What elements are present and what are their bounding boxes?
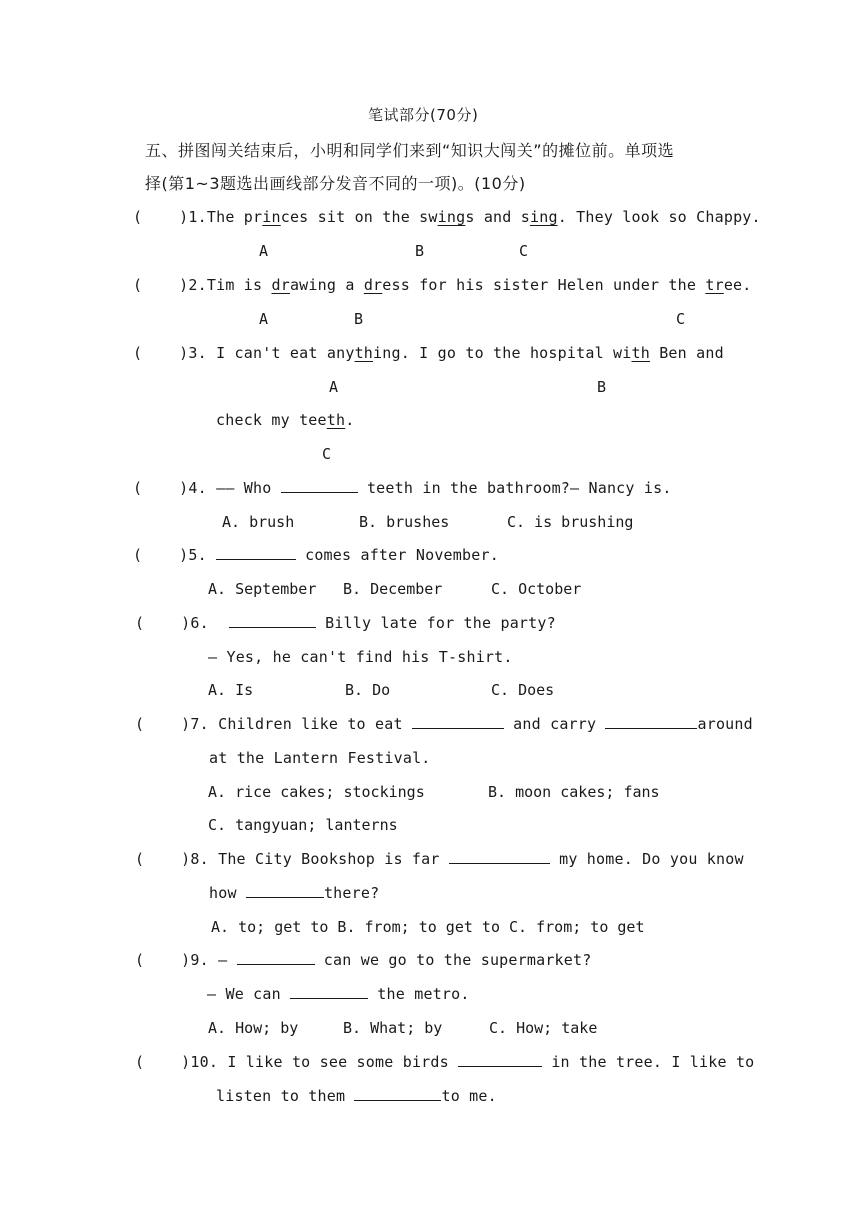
question-8: ( )8. The City Bookshop is far my home. Do you know xyxy=(135,850,744,868)
option-a: A. brush xyxy=(222,513,295,531)
answer-blank[interactable] xyxy=(458,1052,542,1067)
answer-blank-2[interactable] xyxy=(246,883,324,898)
label-b: B xyxy=(597,378,607,396)
option-b: B. brushes xyxy=(359,513,450,531)
answer-blank[interactable] xyxy=(237,950,315,965)
label-b: B xyxy=(354,310,364,328)
underlined-a: in xyxy=(262,208,281,226)
label-b: B xyxy=(415,242,425,260)
answer-blank-2[interactable] xyxy=(354,1086,441,1101)
answer-paren[interactable]: ( ) xyxy=(135,1053,191,1071)
question-9: ( )9. — can we go to the supermarket? xyxy=(135,951,592,969)
underlined-b: dr xyxy=(363,276,383,294)
answer-blank-2[interactable] xyxy=(605,714,697,729)
question-7: ( )7. Children like to eat and carry around xyxy=(135,715,753,733)
answer-blank[interactable] xyxy=(216,545,296,560)
label-c: C xyxy=(519,242,529,260)
underlined-b: ing xyxy=(437,208,466,226)
underlined-a: th xyxy=(354,344,374,362)
underlined-a: dr xyxy=(271,276,290,294)
label-a: A xyxy=(329,378,339,396)
question-10-continued: listen to them to me. xyxy=(216,1087,497,1105)
label-a: A xyxy=(259,310,269,328)
section-instruction-line1: 五、拼图闯关结束后，小明和同学们来到“知识大闯关”的摊位前。单项选 xyxy=(145,141,675,160)
question-10: ( )10. I like to see some birds in the tree. I like to xyxy=(135,1053,755,1071)
answer-paren[interactable]: ( ) xyxy=(133,479,189,497)
option-a: A. rice cakes; stockings xyxy=(208,783,425,801)
page-title: 笔试部分(70分) xyxy=(368,106,479,124)
option-b: B. moon cakes; fans xyxy=(488,783,660,801)
option-c: C. October xyxy=(491,580,582,598)
option-c: C. is brushing xyxy=(507,513,634,531)
question-5: ( )5. comes after November. xyxy=(133,546,499,564)
option-a: A. September xyxy=(208,580,317,598)
answer-blank[interactable] xyxy=(229,613,316,628)
underlined-b: th xyxy=(631,344,650,362)
underlined-c: th xyxy=(326,411,346,429)
option-b: B. What; by xyxy=(343,1019,443,1037)
label-c: C xyxy=(322,445,332,463)
answer-paren[interactable]: ( ) xyxy=(135,614,191,632)
option-b: B. December xyxy=(343,580,443,598)
question-1: ( )1.The princes sit on the swings and sing. They look so Chappy. xyxy=(133,208,761,226)
answer-paren[interactable]: ( ) xyxy=(133,276,189,294)
question-9-reply: — We can the metro. xyxy=(207,985,470,1003)
section-instruction-line2: 择(第1~3题选出画线部分发音不同的一项)。(10分) xyxy=(145,174,526,193)
question-8-continued: how there? xyxy=(209,884,380,902)
label-c: C xyxy=(676,310,686,328)
question-6: ( )6. Billy late for the party? xyxy=(135,614,556,632)
answer-blank-1[interactable] xyxy=(412,714,504,729)
answer-blank[interactable] xyxy=(449,849,550,864)
question-7-continued: at the Lantern Festival. xyxy=(209,749,431,767)
answer-blank[interactable] xyxy=(281,478,358,493)
option-c: C. How; take xyxy=(489,1019,598,1037)
answer-paren[interactable]: ( ) xyxy=(135,850,191,868)
option-c: C. Does xyxy=(491,681,555,699)
answer-paren[interactable]: ( ) xyxy=(135,715,191,733)
label-a: A xyxy=(259,242,269,260)
answer-paren[interactable]: ( ) xyxy=(133,208,189,226)
options: A. to; get to B. from; to get to C. from; to get xyxy=(211,918,645,936)
answer-paren[interactable]: ( ) xyxy=(133,344,189,362)
answer-paren[interactable]: ( ) xyxy=(133,546,189,564)
underlined-c: ing xyxy=(529,208,558,226)
question-4: ( )4. —— Who teeth in the bathroom?— Nancy is. xyxy=(133,479,672,497)
option-b: B. Do xyxy=(345,681,391,699)
option-c: C. tangyuan; lanterns xyxy=(208,816,398,834)
question-3-continued: check my teeth. xyxy=(216,411,355,429)
answer-paren[interactable]: ( ) xyxy=(135,951,191,969)
answer-blank-2[interactable] xyxy=(290,984,368,999)
question-2: ( )2.Tim is drawing a dress for his sister Helen under the tree. xyxy=(133,276,752,294)
option-a: A. How; by xyxy=(208,1019,299,1037)
question-6-reply: — Yes, he can't find his T-shirt. xyxy=(208,648,513,666)
underlined-c: tr xyxy=(705,276,724,294)
question-3: ( )3. I can't eat anything. I go to the hospital with Ben and xyxy=(133,344,724,362)
option-a: A. Is xyxy=(208,681,254,699)
